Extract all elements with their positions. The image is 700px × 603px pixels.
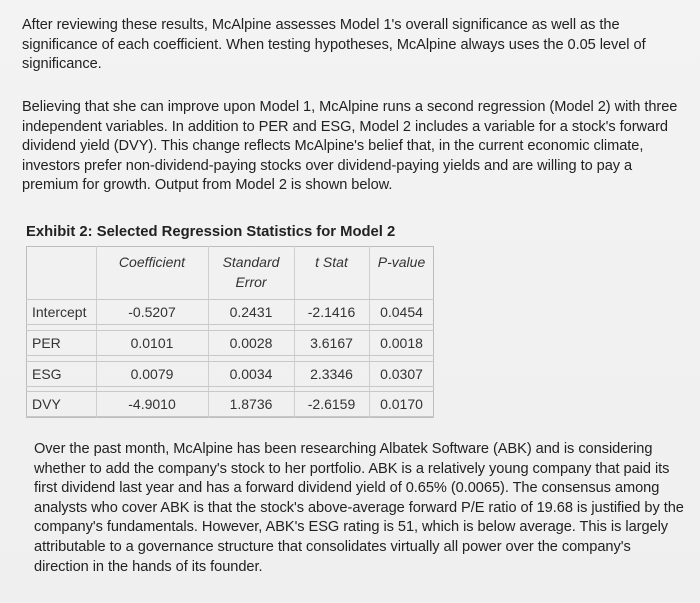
cell-t-stat: 2.3346 <box>310 366 353 382</box>
regression-table <box>26 246 434 418</box>
cell-std-error: 0.0034 <box>229 366 273 382</box>
table-row <box>26 330 434 356</box>
header-standard-error-line1: Standard <box>222 254 280 270</box>
paragraph-abk-research: Over the past month, McAlpine has been researching Albatek Software (ABK) and is considering whether to add the company's stock to her portfolio. ABK is a relatively young company that paid its first dividend last year and has a forward dividend yield of 0.65% (0.0065). The consensus among analysts who cover ABK is that the stock's above-average forward P/E ratio of 19.68 is justified by the company's fundamentals. However, ABK's ESG rating is 51, which is below average. This is largely attributable to a governance structure that consolidates virtually all power over the company's direction in the hands of its founder. <box>34 441 684 575</box>
cell-p-value: 0.0170 <box>380 396 423 412</box>
header-p-value: P-value <box>377 254 426 270</box>
cell-t-stat: 3.6167 <box>310 335 353 351</box>
header-coefficient: Coefficient <box>118 254 186 270</box>
row-label: Intercept <box>32 304 87 320</box>
paragraph-model2-description: Believing that she can improve upon Model 1, McAlpine runs a second regression (Model 2) with three independent variables. In addition to PER and ESG, Model 2 includes a variable for a stock's forward dividend yield (DVY). This change reflects McAlpine's belief that, in the current economic climate, investors prefer non-dividend-paying stocks over dividend-paying yields and are willing to pay a premium for growth. Output from Model 2 is shown below. <box>22 99 678 194</box>
header-t-stat: t Stat <box>315 254 348 270</box>
cell-p-value: 0.0307 <box>380 366 423 382</box>
row-label: ESG <box>32 366 62 382</box>
row-label: DVY <box>32 396 61 412</box>
cell-std-error: 0.2431 <box>229 304 273 320</box>
cell-p-value: 0.0454 <box>380 304 423 320</box>
table-row <box>26 391 434 417</box>
cell-t-stat: -2.6159 <box>307 396 356 412</box>
cell-std-error: 1.8736 <box>229 396 273 412</box>
table-row <box>26 299 434 325</box>
cell-t-stat: -2.1416 <box>307 304 356 320</box>
cell-p-value: 0.0018 <box>380 335 423 351</box>
row-label: PER <box>32 335 61 351</box>
cell-coefficient: 0.0079 <box>130 366 174 382</box>
cell-coefficient: -0.5207 <box>128 304 176 320</box>
cell-std-error: 0.0028 <box>229 335 273 351</box>
cell-coefficient: 0.0101 <box>130 335 174 351</box>
header-standard-error-line2: Error <box>235 274 267 290</box>
table-row <box>26 361 434 387</box>
paragraph-model1-assessment: After reviewing these results, McAlpine assesses Model 1's overall significance as well as the significance of each coefficient. When testing hypotheses, McAlpine always uses the 0.05 level of significance. <box>22 17 646 73</box>
cell-coefficient: -4.9010 <box>128 396 176 412</box>
exhibit-title: Exhibit 2: Selected Regression Statistics for Model 2 <box>26 224 396 240</box>
